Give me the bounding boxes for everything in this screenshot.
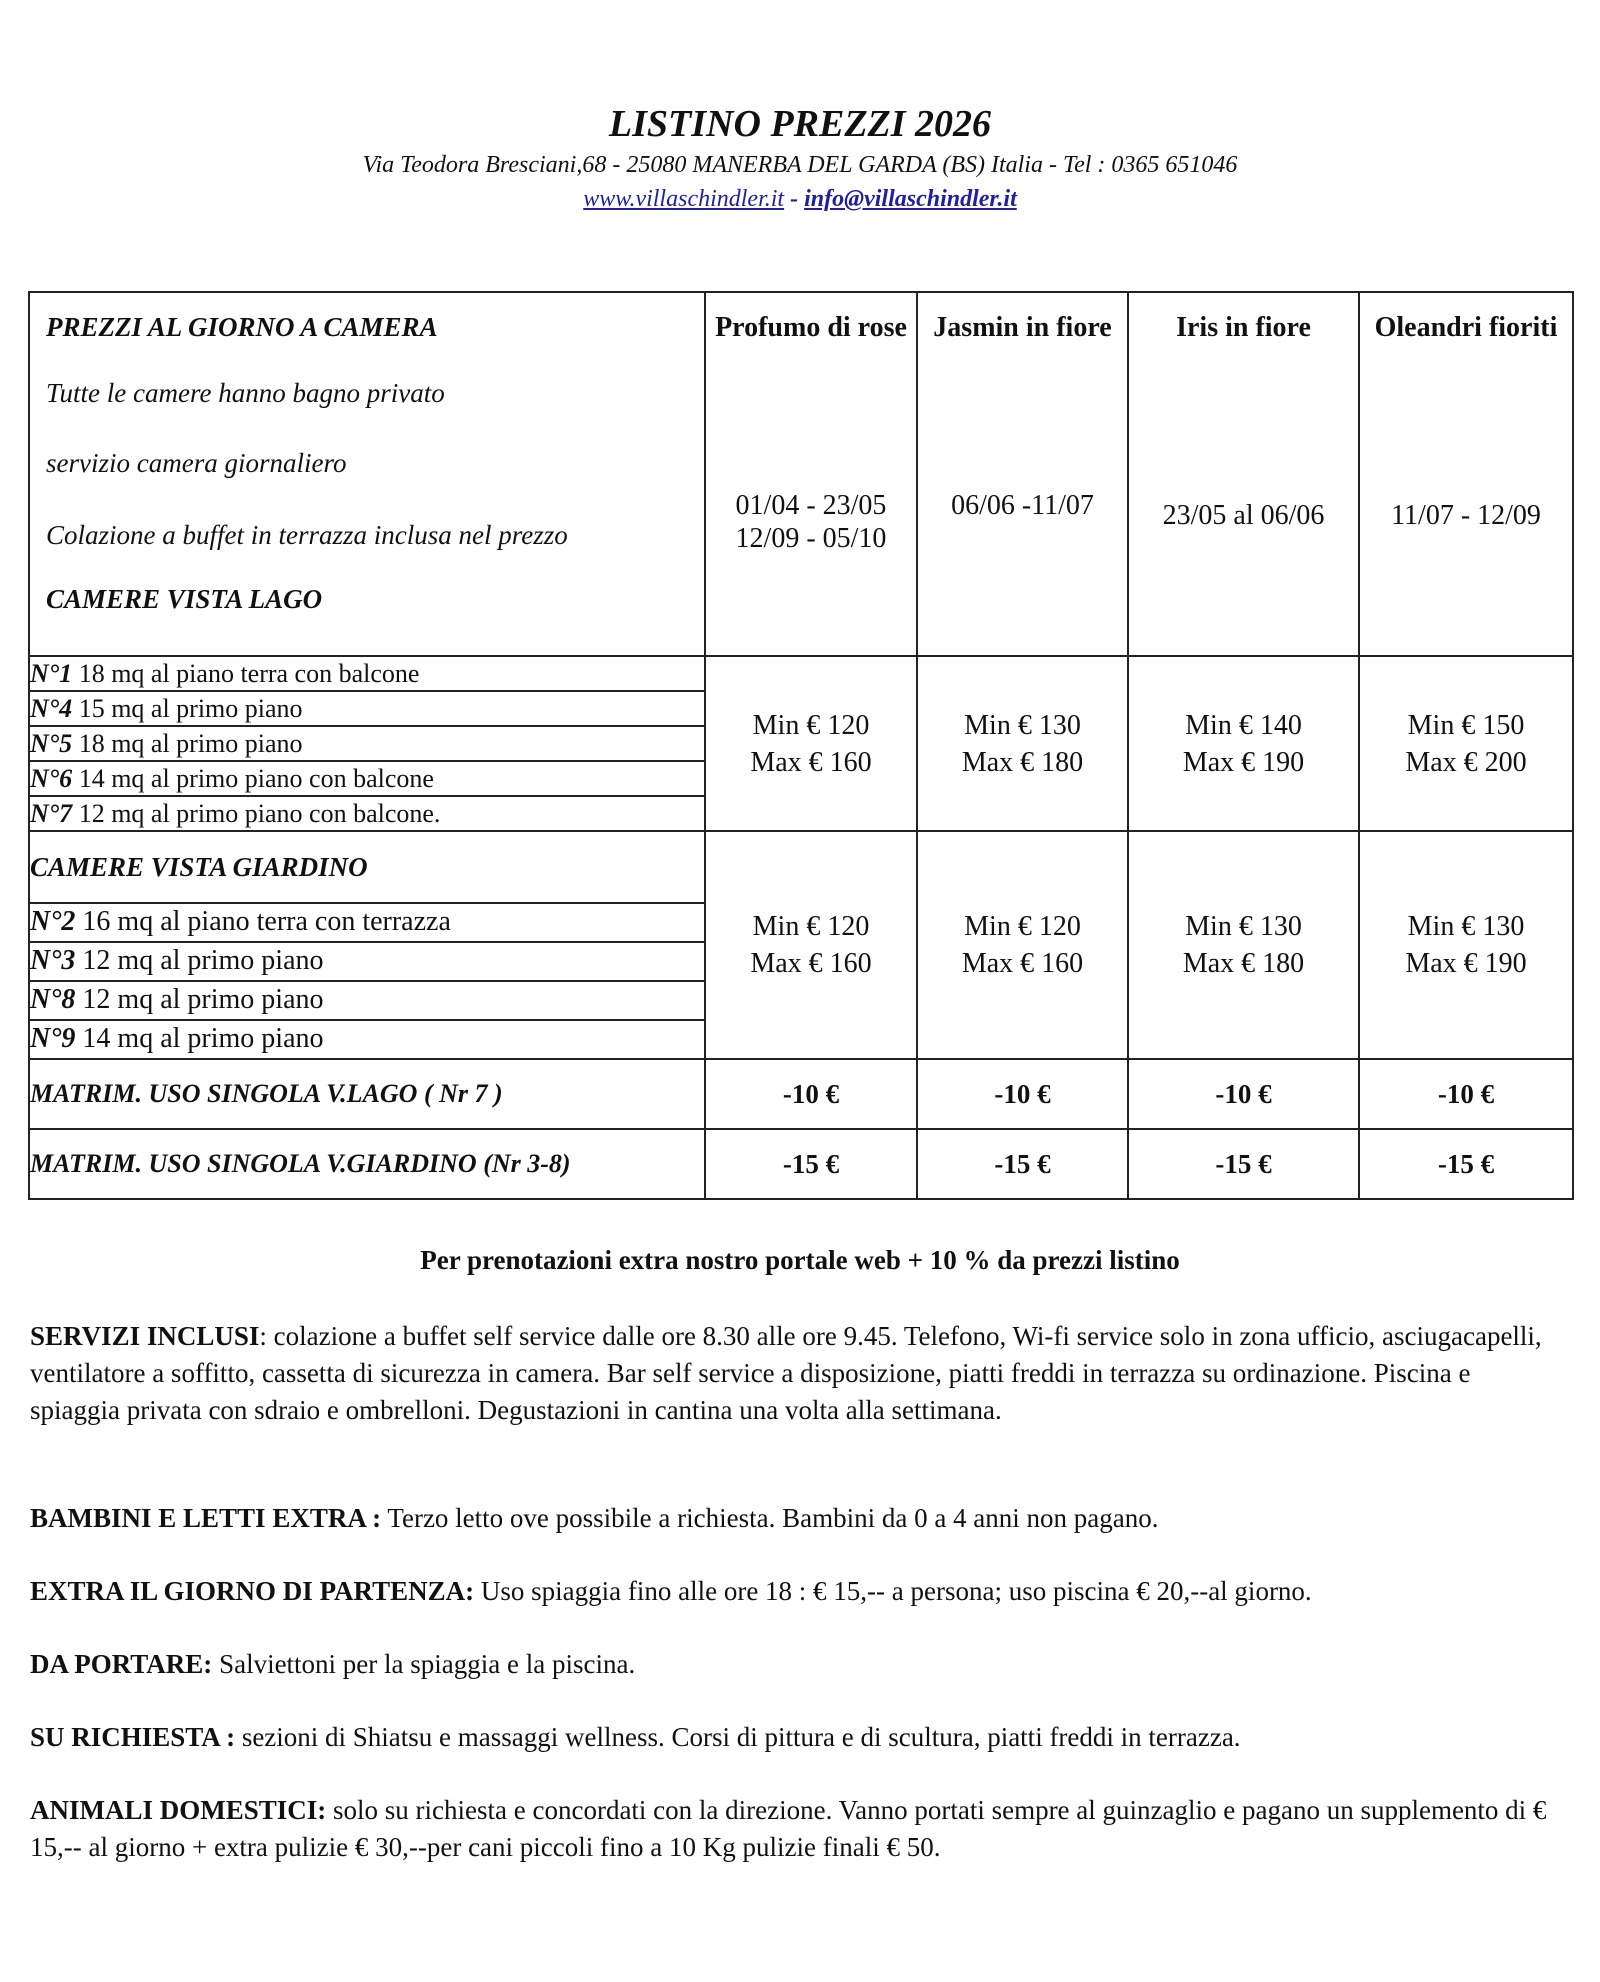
price-min: Min € 130 bbox=[1185, 911, 1302, 942]
link-separator: - bbox=[784, 186, 805, 212]
room-row bbox=[29, 942, 705, 981]
intro-title: PREZZI AL GIORNO A CAMERA bbox=[46, 312, 438, 342]
table-row bbox=[29, 1129, 1573, 1199]
single-use-label: MATRIM. USO SINGOLA V.GIARDINO (Nr 3-8) bbox=[29, 1129, 705, 1199]
section-text: Uso spiaggia fino alle ore 18 : € 15,-- a persona; uso piscina € 20,--al giorno. bbox=[474, 1576, 1312, 1606]
room-description: 14 mq al primo piano con balcone bbox=[72, 764, 434, 793]
section-text: Salviettoni per la spiaggia e la piscina. bbox=[212, 1649, 636, 1679]
room-row bbox=[29, 981, 705, 1020]
discount-cell: -15 € bbox=[1359, 1129, 1573, 1199]
season-dates: 06/06 -11/07 bbox=[951, 490, 1094, 521]
address: Via Teodora Bresciani,68 - 25080 MANERBA DEL GARDA (BS) Italia - Tel : 0365 651046 bbox=[362, 152, 1238, 178]
price-max: Max € 180 bbox=[961, 746, 1084, 778]
price-min: Min € 140 bbox=[1185, 709, 1302, 741]
room-number: N°6 bbox=[30, 764, 73, 793]
price-max: Max € 160 bbox=[750, 948, 872, 979]
room-row bbox=[29, 903, 705, 942]
discount-cell: -10 € bbox=[1359, 1059, 1573, 1129]
season-dates: 12/09 - 05/10 bbox=[735, 523, 887, 554]
table-row bbox=[29, 656, 1573, 691]
price-min: Min € 120 bbox=[752, 709, 870, 741]
room-row bbox=[29, 691, 705, 726]
price-min: Min € 150 bbox=[1407, 709, 1525, 741]
season-name: Jasmin in fiore bbox=[933, 312, 1112, 343]
price-min: Min € 130 bbox=[1407, 911, 1525, 942]
price-cell bbox=[917, 656, 1128, 831]
season-dates: 01/04 - 23/05 bbox=[735, 490, 887, 521]
price-cell bbox=[705, 656, 917, 831]
room-description: 16 mq al piano terra con terrazza bbox=[75, 906, 451, 937]
room-description: 12 mq al primo piano con balcone. bbox=[72, 799, 441, 828]
garden-section-heading: CAMERE VISTA GIARDINO bbox=[29, 831, 705, 903]
room-number: N°8 bbox=[30, 984, 76, 1015]
section-to-bring bbox=[30, 1646, 1550, 1683]
season-header bbox=[705, 292, 917, 656]
contact-links bbox=[0, 182, 1600, 216]
section-included-services bbox=[30, 1318, 1550, 1429]
table-row bbox=[29, 831, 1573, 903]
room-number: N°3 bbox=[30, 945, 76, 976]
web-booking-note: Per prenotazioni extra nostro portale web + 10 % da prezzi listino bbox=[420, 1245, 1180, 1275]
price-max: Max € 190 bbox=[1405, 948, 1527, 979]
room-description: 18 mq al piano terra con balcone bbox=[72, 659, 420, 688]
section-pets bbox=[30, 1792, 1550, 1866]
price-max: Max € 190 bbox=[1182, 746, 1305, 778]
price-max: Max € 200 bbox=[1405, 746, 1527, 778]
price-min: Min € 120 bbox=[752, 911, 870, 942]
room-number: N°4 bbox=[30, 694, 73, 723]
section-text: : colazione a buffet self service dalle ore 8.30 alle ore 9.45. Telefono, Wi-fi service solo in zona ufficio, asciugacapelli, ventilatore a soffitto, cassetta di sicurezza in camera. Bar self service a disposizione, piatti freddi in terrazza su ordinazione. Piscina e spiaggia privata con sdraio e ombrelloni. Degustazioni in cantina una volta alla settimana. bbox=[30, 1321, 1542, 1425]
table-header-row bbox=[29, 292, 1573, 656]
price-cell bbox=[1359, 831, 1573, 1059]
price-min: Min € 120 bbox=[964, 911, 1081, 942]
page-title: LISTINO PREZZI 2026 bbox=[608, 103, 992, 145]
intro-line: Tutte le camere hanno bagno privato bbox=[46, 378, 445, 408]
room-description: 15 mq al primo piano bbox=[72, 694, 303, 723]
price-cell bbox=[705, 831, 917, 1059]
section-label: DA PORTARE: bbox=[30, 1649, 213, 1679]
room-number: N°5 bbox=[30, 729, 73, 758]
intro-line: servizio camera giornaliero bbox=[46, 448, 347, 478]
intro-line: Colazione a buffet in terrazza inclusa nel prezzo bbox=[46, 520, 568, 550]
price-min: Min € 130 bbox=[964, 709, 1081, 741]
section-label: EXTRA IL GIORNO DI PARTENZA: bbox=[30, 1576, 475, 1606]
section-text: Terzo letto ove possibile a richiesta. Bambini da 0 a 4 anni non pagano. bbox=[381, 1503, 1159, 1533]
price-table bbox=[28, 291, 1574, 1200]
room-description: 14 mq al primo piano bbox=[75, 1023, 324, 1054]
table-row bbox=[29, 1059, 1573, 1129]
section-label: ANIMALI DOMESTICI: bbox=[30, 1795, 327, 1825]
price-max: Max € 160 bbox=[961, 948, 1084, 979]
room-row bbox=[29, 726, 705, 761]
room-number: N°9 bbox=[30, 1023, 76, 1054]
season-dates: 11/07 - 12/09 bbox=[1391, 500, 1541, 531]
lake-section-heading: CAMERE VISTA LAGO bbox=[46, 584, 323, 614]
price-cell bbox=[1359, 656, 1573, 831]
discount-cell: -15 € bbox=[705, 1129, 917, 1199]
season-header bbox=[1128, 292, 1359, 656]
section-departure-day-extras bbox=[30, 1573, 1550, 1610]
section-label: SU RICHIESTA : bbox=[30, 1722, 236, 1752]
section-on-request bbox=[30, 1719, 1550, 1756]
room-number: N°1 bbox=[30, 659, 73, 688]
season-name: Oleandri fioriti bbox=[1374, 312, 1558, 343]
room-number: N°2 bbox=[30, 906, 76, 937]
price-max: Max € 180 bbox=[1182, 948, 1305, 979]
website-link[interactable]: www.villaschindler.it bbox=[583, 186, 785, 212]
intro-cell bbox=[29, 292, 705, 656]
room-description: 12 mq al primo piano bbox=[75, 945, 324, 976]
room-description: 18 mq al primo piano bbox=[72, 729, 303, 758]
room-row bbox=[29, 796, 705, 831]
season-header bbox=[1359, 292, 1573, 656]
email-link[interactable]: info@villaschindler.it bbox=[804, 186, 1017, 212]
section-text: solo su richiesta e concordati con la direzione. Vanno portati sempre al guinzaglio e pagano un supplemento di € 15,-- al giorno + extra pulizie € 30,--per cani piccoli fino a 10 Kg pulizie finali € 50. bbox=[30, 1795, 1547, 1862]
discount-cell: -15 € bbox=[917, 1129, 1128, 1199]
room-row bbox=[29, 761, 705, 796]
season-dates: 23/05 al 06/06 bbox=[1162, 500, 1325, 531]
single-use-label: MATRIM. USO SINGOLA V.LAGO ( Nr 7 ) bbox=[29, 1059, 705, 1129]
season-name: Iris in fiore bbox=[1176, 312, 1311, 343]
room-row bbox=[29, 1020, 705, 1059]
section-label: BAMBINI E LETTI EXTRA : bbox=[30, 1503, 382, 1533]
room-row bbox=[29, 656, 705, 691]
room-number: N°7 bbox=[30, 799, 73, 828]
discount-cell: -10 € bbox=[1128, 1059, 1359, 1129]
price-cell bbox=[1128, 656, 1359, 831]
season-name: Profumo di rose bbox=[715, 312, 907, 343]
discount-cell: -10 € bbox=[917, 1059, 1128, 1129]
season-header bbox=[917, 292, 1128, 656]
discount-cell: -10 € bbox=[705, 1059, 917, 1129]
discount-cell: -15 € bbox=[1128, 1129, 1359, 1199]
document-header bbox=[0, 100, 1600, 216]
section-children-extra-beds bbox=[30, 1500, 1550, 1537]
price-cell bbox=[917, 831, 1128, 1059]
section-label: SERVIZI INCLUSI bbox=[30, 1321, 260, 1351]
room-description: 12 mq al primo piano bbox=[75, 984, 324, 1015]
price-max: Max € 160 bbox=[750, 746, 872, 778]
price-cell bbox=[1128, 831, 1359, 1059]
section-text: sezioni di Shiatsu e massaggi wellness. Corsi di pittura e di scultura, piatti freddi in terrazza. bbox=[235, 1722, 1241, 1752]
